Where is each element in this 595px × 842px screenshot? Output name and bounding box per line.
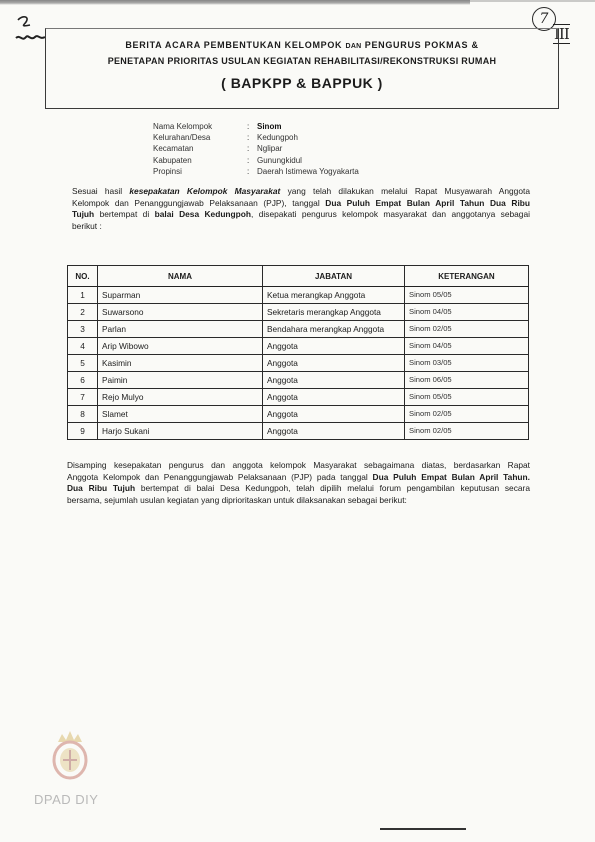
cell-jabatan: Anggota xyxy=(263,355,405,372)
info-label: Kabupaten xyxy=(153,156,192,165)
cell-keterangan: Sinom 06/05 xyxy=(405,372,529,389)
info-row-propinsi xyxy=(153,166,473,177)
handwritten-roman-numeral: III xyxy=(554,25,569,43)
info-row-nama-kelompok xyxy=(153,121,473,132)
bottom-rule xyxy=(380,828,466,830)
table-header-row xyxy=(68,266,529,287)
paragraph-line xyxy=(72,198,530,210)
text-segment: Disamping kesepakatan pengurus dan anggota kelompok Masyarakat sebagaimana diatas, berdasarkan Rapat xyxy=(67,460,530,470)
paragraph-line xyxy=(67,483,530,495)
document-title-line-1 xyxy=(46,40,558,50)
info-label: Kecamatan xyxy=(153,144,194,153)
paragraph-line xyxy=(67,460,530,472)
cell-nama: Suparman xyxy=(98,287,263,304)
info-separator: : xyxy=(247,144,250,153)
cell-nama: Arip Wibowo xyxy=(98,338,263,355)
text-segment-date: Tujuh xyxy=(72,209,95,219)
column-header-keterangan: KETERANGAN xyxy=(405,266,529,287)
cell-nama: Kasimin xyxy=(98,355,263,372)
info-label: Nama Kelompok xyxy=(153,122,213,131)
cell-keterangan: Sinom 02/05 xyxy=(405,321,529,338)
seal-crown xyxy=(58,731,82,742)
text-segment: Kelompok dan Penanggungjawab Pelaksanaan (PJP), tanggal xyxy=(72,197,326,208)
cell-jabatan: Ketua merangkap Anggota xyxy=(263,287,405,304)
cell-jabatan: Sekretaris merangkap Anggota xyxy=(263,304,405,321)
cell-nama: Paimin xyxy=(98,372,263,389)
text-segment: bersama, sejumlah usulan kegiatan yang diprioritaskan untuk dilaksanakan sebagai berikut: xyxy=(67,494,407,505)
info-value: Nglipar xyxy=(257,144,283,153)
text-segment-date: Dua Puluh Empat Bulan April Tahun. xyxy=(372,471,530,482)
text-segment: bertempat di xyxy=(94,209,155,219)
scan-edge xyxy=(0,0,470,5)
info-value: Kedungpoh xyxy=(257,133,298,142)
title-part: BERITA ACARA PEMBENTUKAN KELOMPOK xyxy=(125,40,343,50)
paragraph-line xyxy=(67,495,530,507)
cell-keterangan: Sinom 04/05 xyxy=(405,304,529,321)
handwritten-page-number: 7 xyxy=(532,7,556,31)
cell-nama: Rejo Mulyo xyxy=(98,389,263,406)
text-segment: bertempat di balai Desa Kedungpoh, telah dipilih melalui forum pengambilan keputusan secara xyxy=(135,483,530,493)
cell-no: 2 xyxy=(68,304,98,321)
text-segment-emphasis: kesepakatan Kelompok Masyarakat xyxy=(129,186,281,196)
cell-no: 8 xyxy=(68,406,98,423)
table-row xyxy=(68,287,529,304)
table-row xyxy=(68,355,529,372)
document-title-acronym: ( BAPKPP & BAPPUK ) xyxy=(221,75,383,91)
cell-no: 6 xyxy=(68,372,98,389)
cell-jabatan: Anggota xyxy=(263,389,405,406)
info-separator: : xyxy=(247,156,250,165)
text-segment: , disepakati pengurus kelompok masyarakat dan anggotanya sebagai xyxy=(251,209,530,219)
cell-nama: Slamet xyxy=(98,406,263,423)
cell-no: 1 xyxy=(68,287,98,304)
cell-keterangan: Sinom 05/05 xyxy=(405,389,529,406)
cell-no: 4 xyxy=(68,338,98,355)
info-row-kabupaten xyxy=(153,155,473,166)
column-header-jabatan: JABATAN xyxy=(263,266,405,287)
table-row xyxy=(68,321,529,338)
title-part: DAN xyxy=(345,43,362,50)
table-row xyxy=(68,423,529,440)
title-part: PENGURUS POKMAS & xyxy=(364,40,479,50)
cell-no: 5 xyxy=(68,355,98,372)
text-segment-date: Dua Ribu Tujuh xyxy=(67,483,136,493)
column-header-no: NO. xyxy=(68,266,98,287)
info-separator: : xyxy=(247,122,250,131)
cell-nama: Suwarsono xyxy=(98,304,263,321)
archive-watermark-text: DPAD DIY xyxy=(34,792,99,807)
table-row xyxy=(68,389,529,406)
cell-keterangan: Sinom 05/05 xyxy=(405,287,529,304)
intro-paragraph xyxy=(72,186,530,232)
cell-no: 9 xyxy=(68,423,98,440)
cell-no: 3 xyxy=(68,321,98,338)
document-header-box xyxy=(45,28,559,109)
paragraph-line xyxy=(67,472,530,484)
info-row-kecamatan xyxy=(153,143,473,154)
text-segment-date: Dua Puluh Empat Bulan April Tahun Dua Ribu xyxy=(325,197,531,208)
info-value: Daerah Istimewa Yogyakarta xyxy=(257,167,359,176)
cell-jabatan: Anggota xyxy=(263,423,405,440)
scribble-stroke xyxy=(16,36,45,39)
table-row xyxy=(68,338,529,355)
info-label: Propinsi xyxy=(153,167,182,176)
scribble-stroke xyxy=(18,17,30,26)
text-segment: Sesuai hasil xyxy=(72,186,130,196)
text-segment: berikut : xyxy=(72,220,102,231)
cell-jabatan: Anggota xyxy=(263,406,405,423)
cell-keterangan: Sinom 02/05 xyxy=(405,406,529,423)
cell-keterangan: Sinom 02/05 xyxy=(405,423,529,440)
document-title-line-2: PENETAPAN PRIORITAS USULAN KEGIATAN REHABILITASI/REKONSTRUKSI RUMAH xyxy=(107,56,497,66)
table-row xyxy=(68,406,529,423)
cell-nama: Parlan xyxy=(98,321,263,338)
paragraph-line xyxy=(72,186,530,198)
info-separator: : xyxy=(247,167,250,176)
members-table xyxy=(67,265,529,440)
cell-keterangan: Sinom 04/05 xyxy=(405,338,529,355)
cell-jabatan: Anggota xyxy=(263,372,405,389)
info-row-kelurahan xyxy=(153,132,473,143)
info-value: Gunungkidul xyxy=(257,156,302,165)
paragraph-line xyxy=(72,209,530,221)
info-separator: : xyxy=(247,133,250,142)
text-segment: Anggota Kelompok dan Penanggungjawab Pelaksanaan (PJP) pada tanggal xyxy=(67,471,373,482)
text-segment: yang telah dilakukan melalui Rapat Musyawarah Anggota xyxy=(280,186,530,196)
table-row xyxy=(68,304,529,321)
closing-paragraph xyxy=(67,460,530,506)
info-label: Kelurahan/Desa xyxy=(153,133,211,142)
cell-jabatan: Anggota xyxy=(263,338,405,355)
archive-seal-logo xyxy=(48,728,92,780)
table-row xyxy=(68,372,529,389)
cell-keterangan: Sinom 03/05 xyxy=(405,355,529,372)
scan-edge xyxy=(470,0,595,2)
text-segment-place: balai Desa Kedungpoh xyxy=(154,209,252,219)
info-value: Sinom xyxy=(257,122,282,131)
cell-jabatan: Bendahara merangkap Anggota xyxy=(263,321,405,338)
cell-nama: Harjo Sukani xyxy=(98,423,263,440)
column-header-nama: NAMA xyxy=(98,266,263,287)
paragraph-line xyxy=(72,221,530,233)
cell-no: 7 xyxy=(68,389,98,406)
